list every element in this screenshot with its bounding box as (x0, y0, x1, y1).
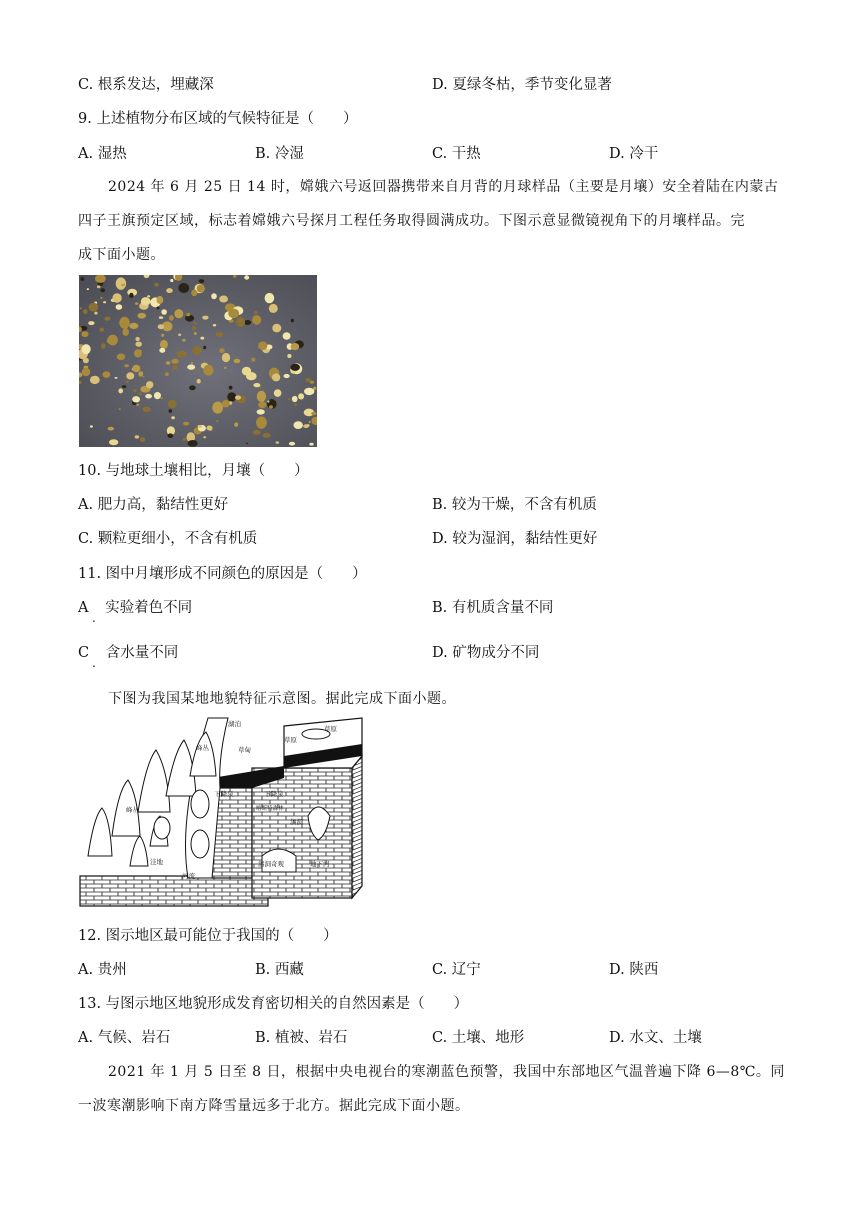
label-cave-wonder: 溶洞奇观 (258, 860, 284, 868)
q13-option-d: D. 水文、土壤 (609, 1030, 702, 1046)
q11-option-a-text: 实验着色不同 (105, 600, 193, 616)
soil-grain (311, 412, 316, 416)
soil-grain (166, 288, 173, 293)
soil-grain (145, 394, 152, 399)
q10-option-a: A. 肥力高，黏结性更好 (78, 497, 229, 513)
soil-grain (154, 392, 161, 399)
soil-grain (82, 368, 90, 376)
soil-grain (228, 309, 239, 319)
q11-option-d: D. 矿物成分不同 (432, 645, 540, 661)
soil-grain (133, 389, 136, 392)
soil-grain (90, 376, 100, 384)
soil-grain (157, 296, 164, 304)
soil-grain (101, 343, 106, 348)
soil-grain (89, 303, 99, 312)
soil-grain (168, 400, 177, 408)
q10-option-c: C. 颗粒更细小，不含有机质 (78, 531, 258, 547)
soil-grain (224, 367, 226, 369)
q13-option-a: A. 气候、岩石 (78, 1030, 171, 1046)
soil-grain (242, 367, 251, 376)
soil-grain (135, 302, 138, 304)
soil-grain (118, 388, 123, 393)
soil-grain (135, 337, 139, 341)
soil-grain (287, 354, 291, 358)
passage1-line2: 四子王旗预定区域，标志着嫦娥六号探月工程任务取得圆满成功。下图示意显微镜视角下的月壤样品。完 (78, 213, 745, 229)
soil-grain (100, 328, 105, 332)
soil-grain (191, 362, 194, 364)
q12-option-a: A. 贵州 (78, 962, 127, 978)
soil-grain (119, 317, 129, 329)
soil-grain (272, 324, 281, 333)
soil-grain (269, 405, 273, 409)
soil-grain (169, 409, 173, 413)
soil-grain (211, 293, 217, 299)
soil-grain (212, 402, 223, 414)
soil-grain (216, 420, 218, 421)
soil-grain (117, 354, 126, 361)
soil-grain (87, 288, 89, 290)
soil-grain (121, 284, 125, 287)
soil-grain (258, 402, 266, 409)
soil-grain (178, 334, 181, 337)
soil-grain (251, 358, 255, 362)
soil-grain (171, 359, 179, 364)
label-cave: 溶洞 (290, 818, 303, 826)
soil-grain (290, 364, 300, 371)
q12-option-d: D. 陕西 (609, 962, 659, 978)
soil-grain (157, 307, 160, 310)
soil-grain (222, 400, 230, 407)
q11-option-c-text: 含水量不同 (105, 645, 179, 661)
soil-grain (177, 351, 187, 358)
soil-grain (206, 426, 212, 431)
soil-grain (160, 340, 168, 349)
soil-grain (234, 359, 241, 364)
soil-grain (136, 404, 139, 406)
soil-grain (194, 370, 197, 372)
soil-grain (141, 297, 151, 305)
soil-grain (188, 440, 198, 447)
soil-grain (169, 315, 174, 321)
soil-grain (203, 365, 213, 376)
soil-grain (203, 436, 206, 438)
soil-grain (244, 275, 249, 279)
soil-grain (183, 438, 187, 441)
soil-grain (191, 290, 197, 297)
soil-grain (254, 311, 257, 314)
soil-grain (112, 293, 121, 302)
soil-grain (140, 437, 145, 442)
soil-grain (219, 348, 224, 353)
soil-grain (309, 443, 313, 446)
soil-grain (199, 279, 205, 283)
soil-grain (289, 442, 295, 446)
soil-grain (234, 422, 238, 426)
passage1-line3: 成下面小题。 (78, 247, 165, 263)
soil-grain (100, 288, 105, 292)
q11-option-a-letter: A (78, 600, 89, 616)
soil-grain (139, 392, 142, 395)
soil-grain (197, 379, 201, 384)
soil-grain (154, 283, 158, 287)
soil-grain (94, 312, 97, 315)
soil-grain (222, 353, 230, 362)
q9-option-a: A. 湿热 (78, 146, 127, 162)
soil-grain (122, 328, 129, 336)
soil-grain (288, 398, 290, 400)
soil-grain (233, 275, 237, 278)
soil-grain (194, 332, 197, 335)
soil-grain (178, 283, 189, 293)
soil-grain (126, 381, 129, 383)
label-peak-cluster-1: 峰丛 (196, 744, 209, 752)
soil-grain (88, 321, 94, 325)
soil-grain (116, 277, 126, 289)
soil-grain (104, 317, 110, 321)
soil-grain (200, 337, 204, 340)
soil-grain (269, 304, 278, 313)
q11-option-c-dot: . (92, 656, 96, 670)
q13-stem: 13. 与图示地区地貌形成发育密切相关的自然因素是（ ） (78, 996, 469, 1012)
soil-grain (138, 313, 147, 319)
q10-stem: 10. 与地球土壤相比，月壤（ ） (78, 463, 309, 479)
label-underground-river: 地下河 (310, 860, 330, 868)
q9-option-c: C. 干热 (432, 146, 481, 162)
label-peak-cluster-2: 峰丛 (126, 806, 139, 814)
soil-grain (257, 409, 265, 414)
soil-grain (107, 337, 116, 344)
soil-grain (115, 377, 118, 379)
soil-grain (216, 332, 224, 337)
soil-grain (258, 341, 267, 350)
q12-stem: 12. 图示地区最可能位于我国的（ ） (78, 928, 338, 944)
q9-option-d: D. 冷干 (609, 146, 659, 162)
soil-grain (134, 349, 142, 357)
q8-option-c: C. 根系发达，埋藏深 (78, 77, 214, 93)
soil-grain (158, 324, 164, 329)
soil-grain (267, 400, 269, 402)
soil-grain (168, 433, 174, 438)
soil-grain (192, 346, 202, 354)
passage3-line1: 2021 年 1 月 5 日至 8 日，根据中央电视台的寒潮蓝色预警，我国中东部地区气温普遍下降 6—8℃。同 (108, 1064, 785, 1080)
soil-grain (203, 346, 206, 350)
soil-grain (229, 386, 233, 390)
soil-grain (81, 331, 88, 337)
soil-grain (256, 416, 267, 428)
soil-grain (272, 373, 280, 381)
q10-option-d: D. 较为湿润，黏结性更好 (432, 531, 598, 547)
soil-grain (292, 396, 298, 402)
soil-grain (309, 421, 311, 423)
label-spring-2: 下降泉 (264, 790, 284, 798)
soil-grain (124, 364, 129, 367)
soil-grain (197, 425, 202, 428)
soil-grain (265, 293, 275, 303)
soil-grain (187, 364, 195, 369)
soil-grain (116, 304, 123, 310)
soil-grain (257, 391, 266, 402)
soil-grain (160, 397, 163, 399)
q13-option-c: C. 土壤、地形 (432, 1030, 525, 1046)
label-lake: 湖泊 (228, 720, 241, 728)
soil-grain (109, 439, 118, 445)
soil-grain (161, 334, 164, 337)
q11-option-a-dot: . (92, 611, 96, 625)
soil-grain (147, 295, 150, 297)
soil-grain (192, 326, 196, 330)
soil-grain (183, 422, 189, 426)
q11-option-b: B. 有机质含量不同 (432, 600, 554, 616)
soil-grain (80, 277, 84, 281)
soil-grain (246, 443, 248, 444)
label-meadow: 草甸 (238, 746, 251, 754)
soil-grain (100, 297, 102, 299)
passage1-line1: 2024 年 6 月 25 日 14 时，嫦娥六号返回器携带来自月背的月球样品（主要是月壤）安全着陆在内蒙古 (108, 179, 779, 195)
soil-grain (213, 324, 216, 326)
label-grassland-1: 草原 (324, 725, 337, 733)
soil-grain (197, 284, 204, 292)
soil-grain (82, 344, 91, 354)
soil-grain (103, 371, 111, 378)
soil-grain (310, 381, 314, 384)
soil-grain (284, 374, 290, 378)
q8-option-d: D. 夏绿冬枯，季节变化显著 (432, 77, 612, 93)
soil-grain (182, 339, 185, 342)
soil-grain (119, 408, 121, 410)
q9-stem: 9. 上述植物分布区域的气候特征是（ ） (78, 111, 358, 127)
soil-grain (90, 425, 93, 427)
soil-grain (189, 385, 196, 390)
soil-grain (294, 403, 297, 405)
soil-grain (161, 309, 167, 315)
q11-option-c-letter: C (78, 645, 90, 661)
soil-grain (235, 395, 241, 399)
label-spring-1: 下降泉 (214, 790, 234, 798)
q9-option-b: B. 冷湿 (255, 146, 304, 162)
soil-grain (126, 372, 134, 379)
soil-grain (108, 427, 114, 431)
label-river: 河流 (182, 872, 195, 880)
soil-grain (304, 388, 314, 395)
soil-grain (138, 371, 143, 377)
soil-grain (263, 433, 271, 438)
soil-grain (236, 317, 245, 327)
label-karst-forest: 喀斯特森林 (256, 806, 284, 812)
soil-grain (276, 441, 280, 443)
soil-grain (135, 342, 142, 347)
soil-grain (298, 393, 304, 399)
soil-grain (194, 322, 196, 325)
soil-grain (129, 323, 138, 329)
soil-grain (186, 313, 190, 316)
soil-grain (143, 407, 151, 412)
q11-stem: 11. 图中月壤形成不同颜色的原因是（ ） (78, 566, 367, 582)
soil-grain (253, 383, 260, 387)
lunar-soil-photo (79, 275, 317, 447)
q12-option-b: B. 西藏 (255, 962, 304, 978)
soil-grain (171, 416, 175, 419)
soil-grain (143, 376, 145, 377)
soil-grain (129, 293, 133, 298)
soil-grain (227, 392, 236, 401)
soil-grain (202, 316, 208, 320)
label-grassland-2: 草原 (284, 736, 297, 744)
soil-grain (135, 435, 140, 438)
soil-grain (274, 389, 282, 397)
soil-grain (291, 319, 294, 322)
soil-grain (174, 309, 183, 318)
soil-grain (173, 365, 178, 371)
passage2-line1: 下图为我国某地地貌特征示意图。据此完成下面小题。 (108, 691, 456, 707)
soil-grain (294, 421, 303, 429)
soil-grain (97, 285, 101, 288)
soil-grain (122, 385, 126, 388)
soil-grain (253, 430, 261, 435)
soil-grain (146, 381, 153, 388)
soil-grain (132, 396, 140, 402)
soil-grain (219, 296, 228, 303)
soil-grain (159, 348, 165, 353)
soil-grain (166, 361, 170, 364)
soil-grain (185, 315, 194, 322)
soil-grain (103, 301, 106, 303)
soil-grain (83, 309, 87, 314)
soil-grain (283, 332, 291, 339)
soil-grain (165, 372, 169, 376)
soil-grain (305, 378, 310, 382)
soil-grain (291, 343, 300, 350)
label-depression: 洼地 (150, 858, 163, 866)
q10-option-b: B. 较为干燥，不含有机质 (432, 497, 597, 513)
soil-grain (303, 424, 309, 428)
soil-grain (132, 365, 140, 372)
q12-option-c: C. 辽宁 (432, 962, 481, 978)
karst-landform-diagram (78, 716, 363, 908)
passage3-line2: 一波寒潮影响下南方降雪量远多于北方。据此完成下面小题。 (78, 1098, 470, 1114)
soil-grain (170, 279, 173, 282)
q13-option-b: B. 植被、岩石 (255, 1030, 348, 1046)
soil-grain (252, 315, 261, 325)
soil-grain (80, 308, 82, 309)
soil-grain (159, 316, 163, 319)
